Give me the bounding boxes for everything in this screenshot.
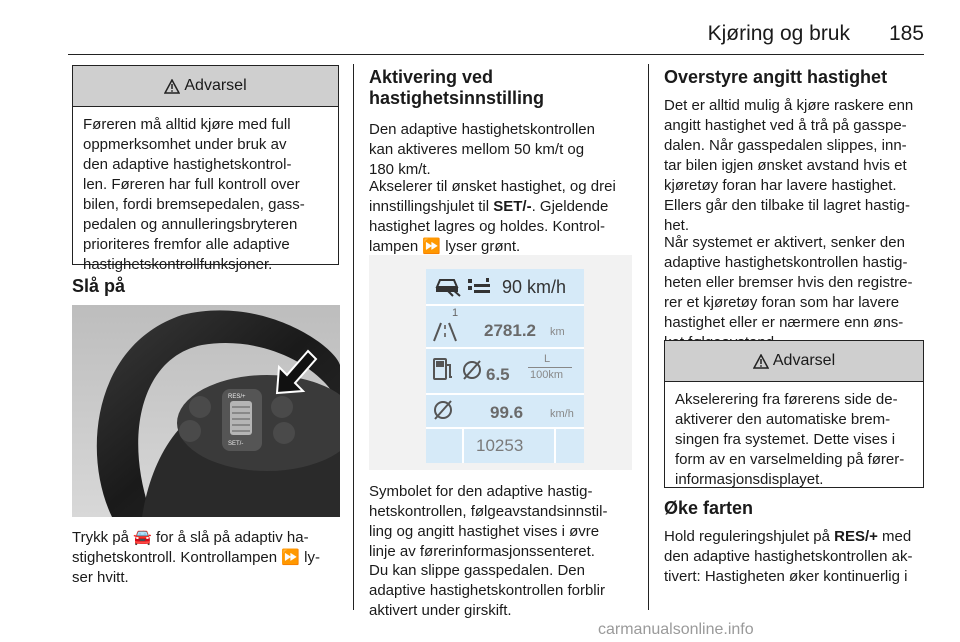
paragraph	[369, 482, 607, 562]
page-number: 185	[888, 22, 924, 45]
display-row-divider	[426, 427, 584, 429]
text-line: angitt hastighet ved å trå på gasspe-	[664, 117, 907, 134]
display-row-divider	[426, 347, 584, 349]
display-distance: 2781.2	[484, 321, 536, 340]
text-line: adaptive hastighetskontrollen forblir	[369, 582, 605, 599]
header-rule	[68, 54, 924, 55]
text-line: hastighetskontrollfunksjoner.	[83, 256, 273, 273]
section-title: Kjøring og bruk	[707, 22, 850, 45]
text-line: linje av førerinformasjonssenteret.	[369, 543, 595, 560]
column-divider-2	[648, 64, 649, 610]
text-line: Når systemet er aktivert, senker den	[664, 234, 905, 251]
text-line: rer et kjøretøy foran som har lavere	[664, 294, 900, 311]
steering-wheel-illustration	[72, 305, 340, 517]
text-line: aktiverer den automatiske brem-	[675, 411, 891, 428]
wheel-button	[189, 396, 211, 418]
warning-box-1	[72, 65, 339, 273]
text-line: kjøretøy foran har lavere hastighet.	[664, 177, 897, 194]
display-cell-divider	[462, 429, 464, 463]
column-divider-1	[353, 64, 354, 610]
text-line: oppmerksomhet under bruk av	[83, 136, 287, 153]
text-line: ser hvitt.	[72, 569, 129, 586]
text-line: aktivert under girskift.	[369, 602, 512, 619]
warning-title: Advarsel	[772, 352, 836, 369]
text-fragment: . Gjeldende	[531, 198, 609, 215]
text-line: ling og angitt hastighet vises i øvre	[369, 523, 600, 540]
text-line: pedalen og annulleringsbryteren	[83, 216, 298, 233]
paragraph	[369, 561, 605, 621]
text-line: bilen, fordi bremsepedalen, gass-	[83, 196, 305, 213]
text-line: hastighet lagres og holdes. Kontrol-	[369, 218, 605, 235]
display-cell-divider	[554, 429, 556, 463]
text-line: prioriteres fremfor alle adaptive	[83, 236, 290, 253]
text-line: form av en varselmelding på fører-	[675, 451, 905, 468]
text-line: Ellers går den tilbake til lagret hastig-	[664, 197, 910, 214]
display-avg-speed-unit: km/h	[550, 408, 574, 420]
warning-triangle-icon	[753, 354, 769, 369]
text-line: Akselerering fra førerens side de-	[675, 391, 898, 408]
warning-triangle-icon	[164, 79, 180, 94]
res-label: RES/+	[228, 394, 246, 400]
text-line: Akselerer til ønsket hastighet, og drei	[369, 178, 616, 195]
display-speed: 90 km/h	[502, 277, 567, 297]
paragraph	[664, 527, 913, 587]
wheel-button	[271, 396, 293, 418]
heading-line: Aktivering ved	[369, 67, 494, 87]
display-distance-unit: km	[550, 326, 565, 338]
wheel-button	[179, 420, 201, 442]
heading-line: hastighetsinnstilling	[369, 88, 545, 108]
text-fragment: med	[877, 528, 912, 545]
text-line: Symbolet for den adaptive hastig-	[369, 483, 593, 500]
text-line: den adaptive hastighetskontrollen ak-	[664, 548, 913, 565]
heading-oke-farten: Øke farten	[664, 498, 754, 518]
text-line: lampen ⏩ lyser grønt.	[369, 238, 521, 255]
following-distance-icon	[466, 277, 492, 297]
display-row-divider	[426, 393, 584, 395]
display-consumption: 6.5	[486, 365, 510, 384]
paragraph	[664, 96, 913, 236]
set-label: SET/-	[228, 441, 244, 447]
heading-overstyre: Overstyre angitt hastighet	[664, 67, 888, 87]
warning-header	[73, 66, 338, 107]
text-line: Den adaptive hastighetskontrollen	[369, 121, 595, 138]
text-line: hetskontrollen, følgeavstandsinnstil-	[369, 503, 608, 520]
text-line: heten eller bremser hvis den registre-	[664, 274, 913, 291]
text-line: Trykk på 🚘 for å slå på adaptiv ha-	[72, 529, 309, 546]
text-line: innstillingshjulet til	[369, 198, 494, 215]
text-line: informasjonsdisplayet.	[675, 471, 824, 488]
text-line: hastighet eller er nærmere enn øns-	[664, 314, 904, 331]
display-row-divider	[426, 304, 584, 306]
text-line: tar bilen igjen ønsket avstand hvis et	[664, 157, 907, 174]
display-consumption-unit-top: L	[544, 353, 551, 365]
trip-road-icon	[430, 317, 458, 343]
warning-title: Advarsel	[184, 77, 247, 94]
text-line: Føreren må alltid kjøre med full	[83, 116, 291, 133]
display-panel	[426, 269, 584, 463]
display-counter: 1	[452, 307, 459, 319]
paragraph	[664, 233, 912, 353]
text-line: kan aktiveres mellom 50 km/t og	[369, 141, 585, 158]
res-control-name: RES/+	[834, 528, 878, 545]
paragraph	[369, 120, 595, 180]
set-control-name: SET/-	[493, 198, 532, 215]
paragraph	[369, 177, 616, 257]
text-line: stighetskontroll. Kontrollampen ⏩ ly-	[72, 549, 320, 566]
text-line: singen fra systemet. Dette vises i	[675, 431, 896, 448]
text-line: dalen. Når gasspedalen slippes, inn-	[664, 137, 907, 154]
text-line: 180 km/t.	[369, 161, 431, 178]
warning-text	[73, 107, 338, 275]
text-line: den adaptive hastighetskontrol-	[83, 156, 292, 173]
average-icon	[432, 399, 454, 421]
text-line: tivert: Hastigheten øker kontinuerlig i	[664, 568, 908, 585]
heading-aktivering	[369, 67, 544, 109]
warning-header	[665, 341, 923, 382]
caption-sla-pa	[72, 528, 320, 588]
text-line: len. Føreren har full kontroll over	[83, 176, 300, 193]
display-odometer: 10253	[476, 436, 524, 455]
page-header	[0, 0, 960, 60]
watermark-credit: carmanualsonline.info	[598, 621, 754, 638]
fuel-pump-icon	[432, 355, 486, 385]
wheel-button	[273, 422, 295, 444]
display-avg-speed: 99.6	[490, 403, 524, 422]
text-line: Du kan slippe gasspedalen. Den	[369, 562, 585, 579]
text-line: adaptive hastighetskontrollen hastig-	[664, 254, 908, 271]
driver-info-display-illustration	[369, 255, 632, 470]
text-line: Det er alltid mulig å kjøre raskere enn	[664, 97, 914, 114]
text-line: Hold reguleringshjulet på	[664, 528, 835, 545]
display-consumption-unit-bottom: 100km	[530, 369, 564, 381]
text-line: het.	[664, 217, 690, 234]
unit-fraction-line	[528, 367, 572, 368]
warning-text	[665, 382, 923, 490]
warning-box-2	[664, 340, 924, 488]
heading-sla-pa: Slå på	[72, 276, 126, 296]
acc-car-icon	[434, 275, 462, 297]
